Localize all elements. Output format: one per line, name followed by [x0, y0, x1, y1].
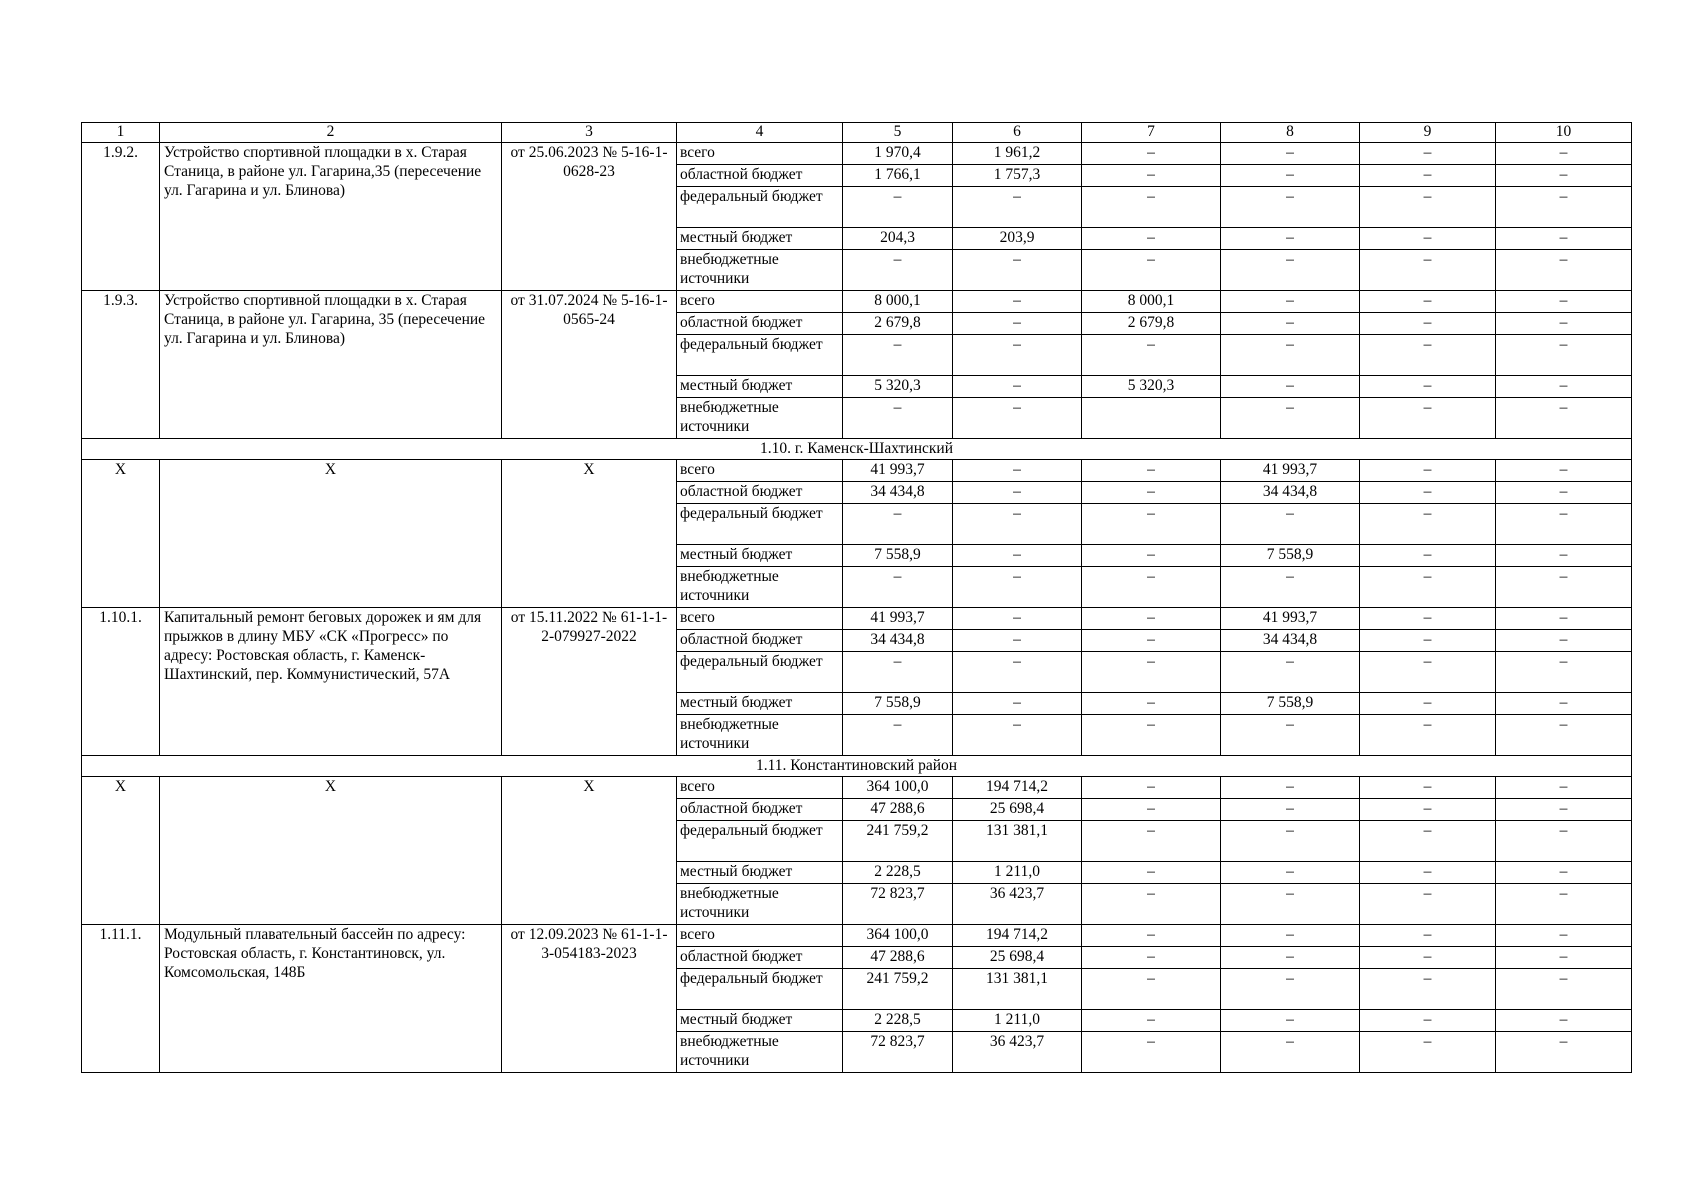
amount-cell: – [1082, 567, 1221, 608]
funding-source-label: внебюджетные источники [677, 398, 843, 439]
header-cell: 5 [843, 123, 953, 143]
amount-cell: – [1360, 291, 1496, 313]
table-row [82, 143, 1632, 165]
item-document: X [502, 460, 677, 608]
amount-cell: – [953, 693, 1082, 715]
amount-cell: – [1360, 398, 1496, 439]
amount-cell: – [1360, 376, 1496, 398]
amount-cell: 41 993,7 [1221, 460, 1360, 482]
amount-cell: – [1496, 143, 1632, 165]
amount-cell: – [953, 567, 1082, 608]
amount-cell: – [1221, 1010, 1360, 1032]
funding-source-label: федеральный бюджет [677, 504, 843, 545]
item-number: X [82, 777, 160, 925]
amount-cell: – [1221, 504, 1360, 545]
item-number: 1.10.1. [82, 608, 160, 756]
amount-cell: – [1360, 567, 1496, 608]
funding-source-label: всего [677, 291, 843, 313]
amount-cell: – [953, 313, 1082, 335]
amount-cell: – [1496, 715, 1632, 756]
amount-cell: – [1360, 799, 1496, 821]
amount-cell: – [1221, 187, 1360, 228]
amount-cell: 34 434,8 [843, 630, 953, 652]
amount-cell: 7 558,9 [843, 545, 953, 567]
item-number: 1.11.1. [82, 925, 160, 1073]
amount-cell: – [1496, 165, 1632, 187]
amount-cell: – [1221, 777, 1360, 799]
amount-cell: – [1496, 947, 1632, 969]
amount-cell: – [1496, 693, 1632, 715]
amount-cell: – [1221, 291, 1360, 313]
amount-cell: 5 320,3 [1082, 376, 1221, 398]
funding-source-label: федеральный бюджет [677, 187, 843, 228]
amount-cell: 2 679,8 [843, 313, 953, 335]
amount-cell: 72 823,7 [843, 1032, 953, 1073]
amount-cell: – [1221, 884, 1360, 925]
amount-cell: 36 423,7 [953, 884, 1082, 925]
header-cell: 2 [160, 123, 502, 143]
funding-source-label: федеральный бюджет [677, 969, 843, 1010]
header-cell: 1 [82, 123, 160, 143]
amount-cell: – [1360, 693, 1496, 715]
item-number: 1.9.3. [82, 291, 160, 439]
amount-cell: 241 759,2 [843, 969, 953, 1010]
amount-cell: – [1496, 376, 1632, 398]
amount-cell: – [953, 291, 1082, 313]
amount-cell: 34 434,8 [1221, 482, 1360, 504]
amount-cell: – [1360, 862, 1496, 884]
amount-cell: – [953, 460, 1082, 482]
header-cell: 4 [677, 123, 843, 143]
funding-source-label: внебюджетные источники [677, 1032, 843, 1073]
amount-cell: – [1496, 821, 1632, 862]
funding-source-label: местный бюджет [677, 228, 843, 250]
funding-source-label: областной бюджет [677, 165, 843, 187]
amount-cell: – [1496, 567, 1632, 608]
amount-cell: 194 714,2 [953, 925, 1082, 947]
amount-cell: 241 759,2 [843, 821, 953, 862]
amount-cell: – [843, 715, 953, 756]
amount-cell: – [1082, 482, 1221, 504]
amount-cell: 25 698,4 [953, 947, 1082, 969]
funding-source-label: внебюджетные источники [677, 567, 843, 608]
amount-cell: – [843, 187, 953, 228]
funding-source-label: федеральный бюджет [677, 652, 843, 693]
item-document: от 12.09.2023 № 61-1-1-3-054183-2023 [502, 925, 677, 1073]
funding-source-label: областной бюджет [677, 313, 843, 335]
amount-cell: – [1496, 862, 1632, 884]
amount-cell: – [953, 376, 1082, 398]
funding-source-label: федеральный бюджет [677, 335, 843, 376]
amount-cell: 203,9 [953, 228, 1082, 250]
funding-source-label: областной бюджет [677, 630, 843, 652]
funding-source-label: местный бюджет [677, 376, 843, 398]
amount-cell: – [1496, 925, 1632, 947]
amount-cell: – [953, 715, 1082, 756]
amount-cell: 364 100,0 [843, 925, 953, 947]
funding-source-label: местный бюджет [677, 862, 843, 884]
amount-cell: 72 823,7 [843, 884, 953, 925]
amount-cell: – [1360, 652, 1496, 693]
header-cell: 3 [502, 123, 677, 143]
table-row [82, 777, 1632, 799]
header-cell: 9 [1360, 123, 1496, 143]
amount-cell: 1 961,2 [953, 143, 1082, 165]
amount-cell: 41 993,7 [1221, 608, 1360, 630]
amount-cell: – [1360, 460, 1496, 482]
amount-cell: – [953, 630, 1082, 652]
funding-source-label: местный бюджет [677, 1010, 843, 1032]
funding-source-label: областной бюджет [677, 482, 843, 504]
amount-cell: – [843, 504, 953, 545]
amount-cell: 1 970,4 [843, 143, 953, 165]
amount-cell: – [1221, 799, 1360, 821]
item-document: от 31.07.2024 № 5-16-1-0565-24 [502, 291, 677, 439]
amount-cell: – [1082, 884, 1221, 925]
amount-cell: – [1496, 187, 1632, 228]
amount-cell: – [1221, 165, 1360, 187]
item-document: X [502, 777, 677, 925]
amount-cell: 2 228,5 [843, 862, 953, 884]
item-document: от 15.11.2022 № 61-1-1-2-079927-2022 [502, 608, 677, 756]
amount-cell: 47 288,6 [843, 947, 953, 969]
amount-cell: – [1360, 1010, 1496, 1032]
amount-cell: 1 211,0 [953, 862, 1082, 884]
amount-cell: 25 698,4 [953, 799, 1082, 821]
amount-cell: – [1221, 313, 1360, 335]
amount-cell: – [1221, 567, 1360, 608]
amount-cell: – [1360, 884, 1496, 925]
amount-cell: – [1082, 652, 1221, 693]
amount-cell: 7 558,9 [1221, 693, 1360, 715]
amount-cell: 7 558,9 [843, 693, 953, 715]
amount-cell: – [1082, 715, 1221, 756]
amount-cell: – [1360, 545, 1496, 567]
amount-cell: – [1082, 777, 1221, 799]
amount-cell: – [953, 250, 1082, 291]
header-cell: 10 [1496, 123, 1632, 143]
amount-cell: – [1360, 482, 1496, 504]
amount-cell: – [1082, 947, 1221, 969]
amount-cell: – [1360, 165, 1496, 187]
amount-cell: – [1360, 947, 1496, 969]
table-body [82, 123, 1632, 1073]
item-number: X [82, 460, 160, 608]
amount-cell: – [953, 335, 1082, 376]
amount-cell: – [1496, 504, 1632, 545]
amount-cell: 34 434,8 [843, 482, 953, 504]
amount-cell: – [1082, 821, 1221, 862]
amount-cell: – [953, 504, 1082, 545]
amount-cell: – [843, 652, 953, 693]
amount-cell: – [843, 567, 953, 608]
section-row [82, 439, 1632, 460]
amount-cell: – [1221, 862, 1360, 884]
amount-cell: – [1082, 460, 1221, 482]
amount-cell: – [1496, 608, 1632, 630]
amount-cell: – [1082, 504, 1221, 545]
table-row [82, 460, 1632, 482]
funding-source-label: областной бюджет [677, 799, 843, 821]
amount-cell: – [1082, 925, 1221, 947]
amount-cell: 204,3 [843, 228, 953, 250]
item-name: X [160, 777, 502, 925]
amount-cell: – [1360, 504, 1496, 545]
amount-cell: – [1496, 228, 1632, 250]
amount-cell: – [1496, 313, 1632, 335]
amount-cell: – [1496, 969, 1632, 1010]
amount-cell: – [1082, 608, 1221, 630]
amount-cell: – [1496, 1010, 1632, 1032]
table-row [82, 608, 1632, 630]
funding-source-label: внебюджетные источники [677, 250, 843, 291]
amount-cell: – [1082, 335, 1221, 376]
amount-cell: – [1360, 925, 1496, 947]
amount-cell: – [1360, 608, 1496, 630]
funding-source-label: местный бюджет [677, 693, 843, 715]
amount-cell: 36 423,7 [953, 1032, 1082, 1073]
item-name: Модульный плавательный бассейн по адресу: Ростовская область, г. Константиновск, ул. Комсомольская, 148Б [160, 925, 502, 1073]
item-number: 1.9.2. [82, 143, 160, 291]
amount-cell: 41 993,7 [843, 608, 953, 630]
funding-source-label: всего [677, 608, 843, 630]
funding-source-label: местный бюджет [677, 545, 843, 567]
amount-cell: – [1082, 1032, 1221, 1073]
amount-cell: 7 558,9 [1221, 545, 1360, 567]
item-name: Устройство спортивной площадки в х. Старая Станица, в районе ул. Гагарина,35 (пересечение ул. Гагарина и ул. Блинова) [160, 143, 502, 291]
amount-cell: – [1496, 398, 1632, 439]
amount-cell: – [953, 482, 1082, 504]
amount-cell: – [1496, 291, 1632, 313]
amount-cell: – [1360, 821, 1496, 862]
amount-cell: 34 434,8 [1221, 630, 1360, 652]
amount-cell: – [1221, 143, 1360, 165]
amount-cell: – [1082, 165, 1221, 187]
amount-cell: – [1221, 376, 1360, 398]
item-name: Капитальный ремонт беговых дорожек и ям для прыжков в длину МБУ «СК «Прогресс» по адресу: Ростовская область, г. Каменск-Шахтинский, пер. Коммунистический, 57А [160, 608, 502, 756]
amount-cell: – [1496, 799, 1632, 821]
amount-cell: – [953, 398, 1082, 439]
amount-cell: – [1360, 1032, 1496, 1073]
amount-cell: – [1496, 884, 1632, 925]
funding-source-label: федеральный бюджет [677, 821, 843, 862]
amount-cell: 364 100,0 [843, 777, 953, 799]
amount-cell: – [1221, 925, 1360, 947]
amount-cell: – [1360, 250, 1496, 291]
amount-cell: – [1082, 250, 1221, 291]
section-row [82, 756, 1632, 777]
item-document: от 25.06.2023 № 5-16-1-0628-23 [502, 143, 677, 291]
amount-cell: – [1221, 969, 1360, 1010]
amount-cell: – [1360, 187, 1496, 228]
amount-cell: – [1360, 228, 1496, 250]
amount-cell: – [843, 250, 953, 291]
amount-cell: 8 000,1 [1082, 291, 1221, 313]
amount-cell: – [843, 335, 953, 376]
amount-cell: – [1496, 335, 1632, 376]
amount-cell: – [1221, 821, 1360, 862]
amount-cell: – [953, 652, 1082, 693]
amount-cell: 41 993,7 [843, 460, 953, 482]
amount-cell: – [1082, 630, 1221, 652]
amount-cell: – [953, 545, 1082, 567]
table-row [82, 291, 1632, 313]
amount-cell: – [1082, 862, 1221, 884]
section-title: 1.10. г. Каменск-Шахтинский [82, 439, 1632, 460]
header-cell: 8 [1221, 123, 1360, 143]
table-row [82, 925, 1632, 947]
amount-cell: – [1082, 969, 1221, 1010]
amount-cell: – [1360, 335, 1496, 376]
item-name: X [160, 460, 502, 608]
amount-cell: – [1082, 1010, 1221, 1032]
funding-source-label: областной бюджет [677, 947, 843, 969]
item-name: Устройство спортивной площадки в х. Старая Станица, в районе ул. Гагарина, 35 (пересечение ул. Гагарина и ул. Блинова) [160, 291, 502, 439]
section-title: 1.11. Константиновский район [82, 756, 1632, 777]
amount-cell: – [1496, 1032, 1632, 1073]
amount-cell: – [1496, 545, 1632, 567]
amount-cell: – [1221, 250, 1360, 291]
amount-cell: 5 320,3 [843, 376, 953, 398]
amount-cell: – [1082, 143, 1221, 165]
amount-cell: 2 679,8 [1082, 313, 1221, 335]
amount-cell: 1 211,0 [953, 1010, 1082, 1032]
amount-cell: – [1496, 482, 1632, 504]
amount-cell: – [1496, 250, 1632, 291]
funding-source-label: всего [677, 460, 843, 482]
amount-cell: – [1221, 228, 1360, 250]
financing-table [81, 122, 1632, 1073]
amount-cell: 1 757,3 [953, 165, 1082, 187]
amount-cell: – [1360, 630, 1496, 652]
funding-source-label: внебюджетные источники [677, 884, 843, 925]
amount-cell: – [1221, 398, 1360, 439]
amount-cell: – [1221, 335, 1360, 376]
amount-cell: 47 288,6 [843, 799, 953, 821]
amount-cell: – [1496, 777, 1632, 799]
funding-source-label: внебюджетные источники [677, 715, 843, 756]
amount-cell: 131 381,1 [953, 821, 1082, 862]
amount-cell: – [1496, 460, 1632, 482]
amount-cell: – [1221, 652, 1360, 693]
amount-cell: – [1496, 630, 1632, 652]
amount-cell: – [1221, 947, 1360, 969]
amount-cell [1082, 398, 1221, 439]
amount-cell: – [1221, 715, 1360, 756]
amount-cell: 194 714,2 [953, 777, 1082, 799]
amount-cell: 131 381,1 [953, 969, 1082, 1010]
header-row [82, 123, 1632, 143]
amount-cell: 8 000,1 [843, 291, 953, 313]
amount-cell: 1 766,1 [843, 165, 953, 187]
amount-cell: – [1360, 715, 1496, 756]
amount-cell: – [1360, 313, 1496, 335]
header-cell: 6 [953, 123, 1082, 143]
amount-cell: – [1082, 693, 1221, 715]
amount-cell: – [1082, 799, 1221, 821]
funding-source-label: всего [677, 143, 843, 165]
amount-cell: – [1082, 545, 1221, 567]
amount-cell: – [1360, 777, 1496, 799]
amount-cell: – [1221, 1032, 1360, 1073]
amount-cell: – [1360, 969, 1496, 1010]
amount-cell: – [1496, 652, 1632, 693]
amount-cell: – [953, 187, 1082, 228]
amount-cell: – [1360, 143, 1496, 165]
amount-cell: – [1082, 228, 1221, 250]
funding-source-label: всего [677, 777, 843, 799]
amount-cell: – [843, 398, 953, 439]
header-cell: 7 [1082, 123, 1221, 143]
funding-source-label: всего [677, 925, 843, 947]
amount-cell: – [1082, 187, 1221, 228]
amount-cell: – [953, 608, 1082, 630]
amount-cell: 2 228,5 [843, 1010, 953, 1032]
